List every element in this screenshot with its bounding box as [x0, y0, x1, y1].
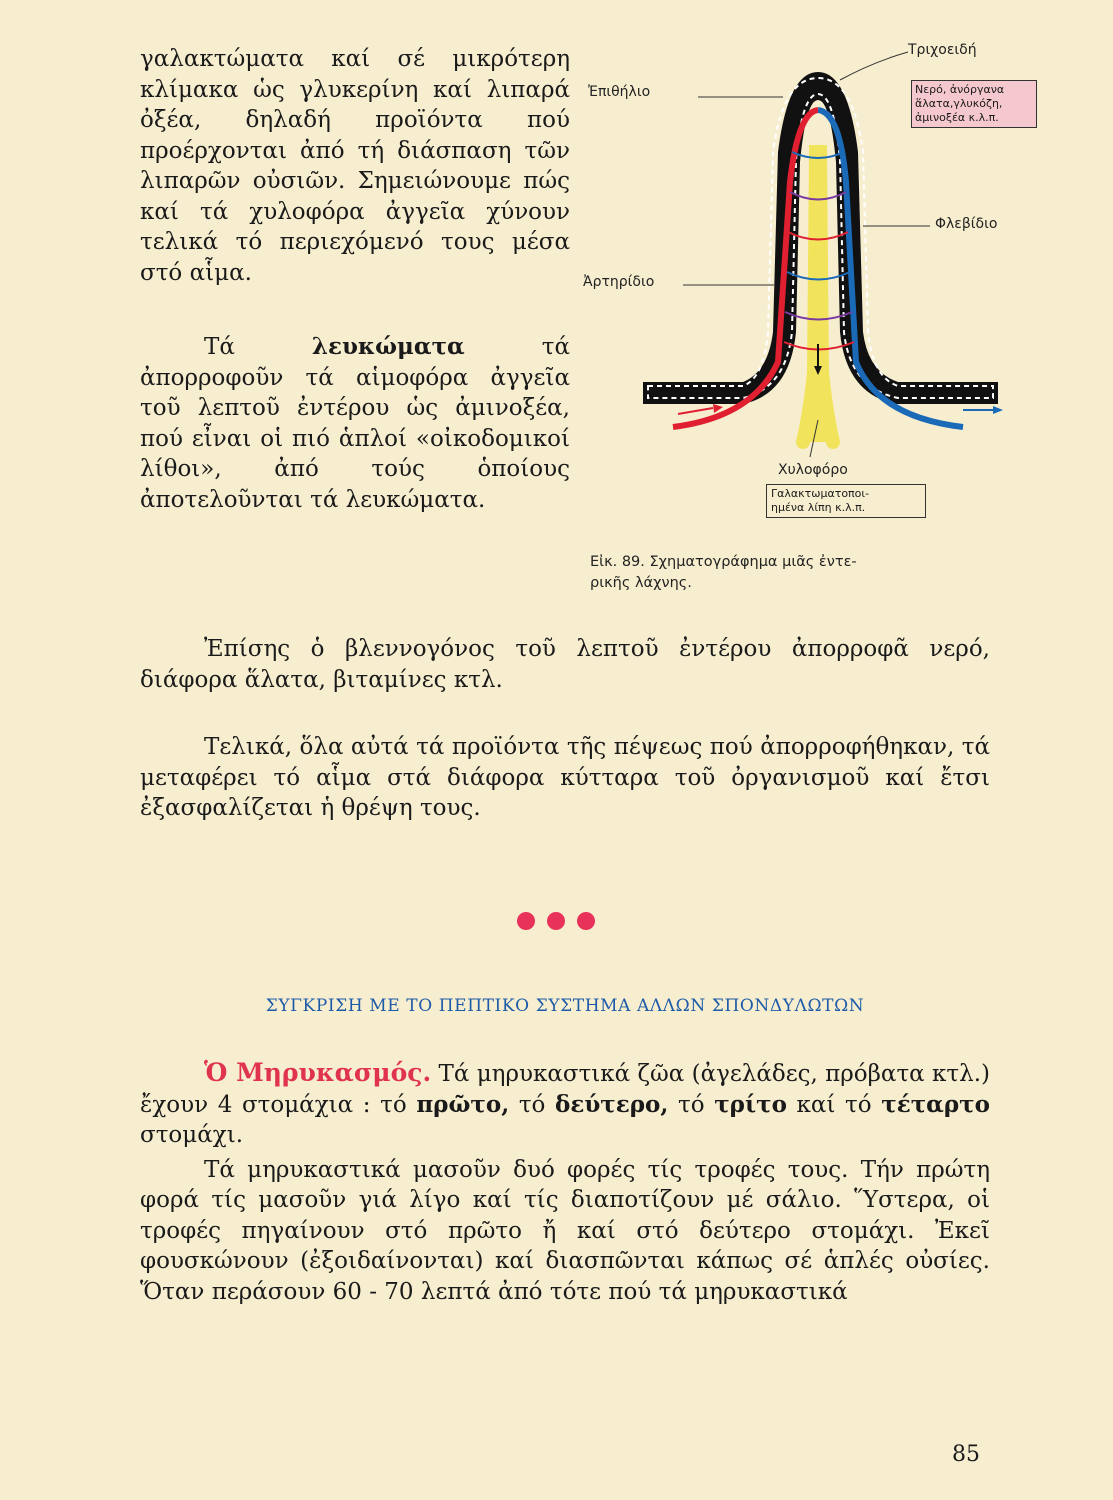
body-text-2	[140, 732, 990, 824]
divider-dot	[517, 912, 535, 930]
figure-caption: Εἰκ. 89. Σχηματογράφημα μιᾶς ἐντε- ρικῆς λάχνης.	[590, 554, 857, 591]
rumination-section	[140, 1058, 990, 1307]
paragraph-stomachs: Ὁ Μηρυκασμός. Τά μηρυκαστικά ζῶα (ἀγελάδες, πρόβατα κτλ.) ἔχουν 4 στομάχια : τό πρῶτο, τό δεύτερο, τό τρίτο καί τό τέταρτο στομάχι.	[140, 1058, 990, 1148]
intestinal-villus-figure	[578, 32, 1048, 612]
paragraph-proteins: Τά λευκώματα τά ἀπορροφοῦν τά αἱμοφόρα ἀγγεῖα τοῦ λεπτοῦ ἐντέρου ὡς ἀμινοξέα, πού εἶναι οἱ πιό ἁπλοί «οἰκοδομικοί λίθοι», ἀπό τούς ὁποίους ἀποτελοῦνται τά λευκώματα.	[140, 333, 570, 513]
section-title: ΣΥΓΚΡΙΣΗ ΜΕ ΤΟ ΠΕΠΤΙΚΟ ΣΥΣΤΗΜΑ ΑΛΛΩΝ ΣΠΟΝΔΥΛΩΤΩΝ	[265, 996, 865, 1016]
label-capillaries: Τριχοειδή	[908, 42, 977, 58]
label-venule: Φλεβίδιο	[935, 216, 998, 232]
page-number: 85	[952, 1442, 980, 1467]
label-lacteal: Χυλοφόρο	[778, 462, 848, 478]
body-text-1	[140, 634, 990, 695]
label-epithelium: Ἐπιθήλιο	[588, 84, 651, 100]
heading-rumination: Ὁ Μηρυκασμός.	[204, 1058, 432, 1087]
term-proteins: λευκώματα	[311, 333, 465, 360]
divider-dot	[577, 912, 595, 930]
left-text-column	[140, 44, 570, 515]
absorbed-substances-box: Νερό, ἀνόργανα ἅλατα,γλυκόζη, ἀμινοξέα κ.λ.π.	[911, 80, 1037, 128]
paragraph-nutrition: Τελικά, ὅλα αὐτά τά προϊόντα τῆς πέψεως πού ἀπορροφήθηκαν, τά μεταφέρει τό αἷμα στά διάφορα κύτταρα τοῦ ὀργανισμοῦ καί ἔτσι ἐξασφαλίζεται ἡ θρέψη τους.	[140, 734, 990, 821]
paragraph-lipids: γαλακτώματα καί σέ μικρότερη κλίμακα ὡς γλυκερίνη καί λιπαρά ὀξέα, δηλαδή προϊόντα πού προέρχονται ἀπό τή διάσπαση τῶν λιπαρῶν οὐσιῶν. Σημειώνουμε πώς καί τά χυλοφόρα ἀγγεῖα χύνουν τελικά τό περιεχόμενό τους μέσα στό αἷμα.	[140, 46, 570, 286]
label-arteriole: Ἀρτηρίδιο	[583, 274, 655, 290]
paragraph-mucosa: Ἐπίσης ὁ βλεννογόνος τοῦ λεπτοῦ ἐντέρου ἀπορροφᾶ νερό, διάφορα ἅλατα, βιταμίνες κτλ.	[140, 636, 990, 693]
divider-dot	[547, 912, 565, 930]
lymph-vessel	[803, 152, 833, 442]
emulsified-fats-box: Γαλακτωματοποι- ημένα λίπη κ.λ.π.	[766, 484, 926, 518]
section-divider-dots	[517, 912, 595, 930]
paragraph-chewing: Τά μηρυκαστικά μασοῦν δυό φορές τίς τροφές τους. Τήν πρώτη φορά τίς μασοῦν γιά λίγο καί τίς διαποτίζουν μέ σάλιο. Ὕστερα, οἱ τροφές πηγαίνουν στό πρῶτο ἤ καί στό δεύτερο στομάχι. Ἐκεῖ φουσκώνουν (ἐξοιδαίνονται) καί διασπῶνται κάπως σέ ἁπλές οὐσίες. Ὅταν περάσουν 60 - 70 λεπτά ἀπό τότε πού τά μηρυκαστικά	[140, 1156, 990, 1305]
